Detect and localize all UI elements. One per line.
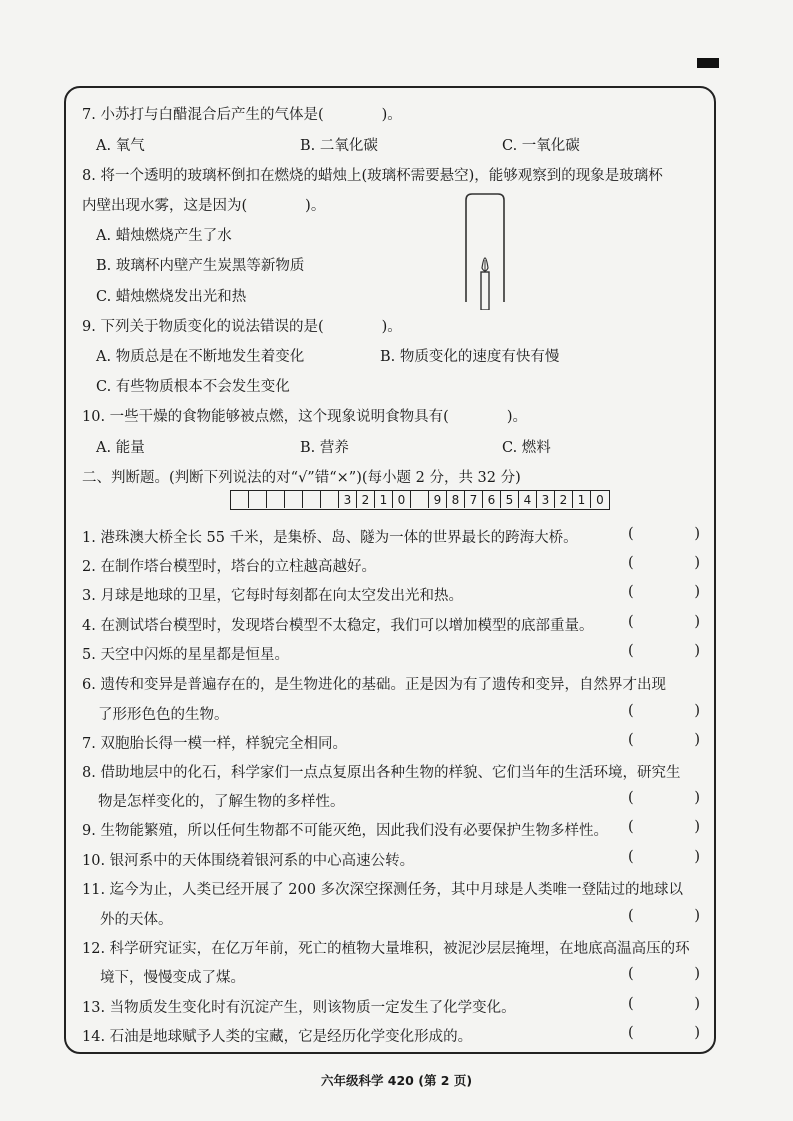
q10-option-a[interactable]: A. 能量 xyxy=(96,440,145,456)
q7-option-a[interactable]: A. 氧气 xyxy=(96,138,145,154)
question-9-stem: 9. 下列关于物质变化的说法错误的是( )。 xyxy=(82,319,402,335)
answer-blank-13[interactable]: ( ) xyxy=(628,996,700,1012)
judgment-4: 4. 在测试塔台模型时，发现塔台模型不太稳定，我们可以增加模型的底部重量。 xyxy=(82,618,594,634)
score-cell[interactable] xyxy=(249,491,267,508)
score-cell[interactable] xyxy=(267,491,285,508)
score-cell[interactable] xyxy=(285,491,303,508)
answer-blank-3[interactable]: ( ) xyxy=(628,584,700,600)
q8-option-b[interactable]: B. 玻璃杯内壁产生炭黑等新物质 xyxy=(96,258,305,274)
q10-option-b[interactable]: B. 营养 xyxy=(300,440,349,456)
answer-blank-9[interactable]: ( ) xyxy=(628,819,700,835)
score-cell[interactable] xyxy=(321,491,339,508)
q7-option-c[interactable]: C. 一氧化碳 xyxy=(502,138,580,154)
q8-option-c[interactable]: C. 蜡烛燃烧发出光和热 xyxy=(96,289,247,305)
score-cell[interactable]: 9 xyxy=(429,491,447,508)
page-corner-mark xyxy=(697,58,719,68)
judgment-6-line1: 6. 遗传和变异是普遍存在的，是生物进化的基础。正是因为有了遗传和变异，自然界才出现 xyxy=(82,677,666,693)
answer-blank-4[interactable]: ( ) xyxy=(628,614,700,630)
judgment-5: 5. 天空中闪烁的星星都是恒星。 xyxy=(82,647,289,663)
score-cell[interactable]: 2 xyxy=(555,491,573,508)
score-cell[interactable]: 3 xyxy=(537,491,555,508)
score-cell[interactable]: 1 xyxy=(573,491,591,508)
judgment-8-line1: 8. 借助地层中的化石，科学家们一点点复原出各种生物的样貌、它们当年的生活环境，研究生 xyxy=(82,765,681,781)
judgment-1: 1. 港珠澳大桥全长 55 千米，是集桥、岛、隧为一体的世界最长的跨海大桥。 xyxy=(82,530,578,546)
answer-blank-7[interactable]: ( ) xyxy=(628,732,700,748)
q10-option-c[interactable]: C. 燃料 xyxy=(502,440,551,456)
section-2-title: 二、判断题。(判断下列说法的对“√”错“×”)(每小题 2 分，共 32 分) xyxy=(82,470,521,486)
question-8-stem-line1: 8. 将一个透明的玻璃杯倒扣在燃烧的蜡烛上(玻璃杯需要悬空)，能够观察到的现象是玻璃杯 xyxy=(82,168,663,184)
answer-blank-6[interactable]: ( ) xyxy=(628,703,700,719)
score-cell[interactable]: 4 xyxy=(519,491,537,508)
judgment-10: 10. 银河系中的天体围绕着银河系的中心高速公转。 xyxy=(82,853,415,869)
answer-blank-5[interactable]: ( ) xyxy=(628,643,700,659)
judgment-7: 7. 双胞胎长得一模一样，样貌完全相同。 xyxy=(82,736,347,752)
answer-blank-1[interactable]: ( ) xyxy=(628,526,700,542)
judgment-8-line2: 物是怎样变化的，了解生物的多样性。 xyxy=(98,794,345,810)
score-cell[interactable]: 3 xyxy=(339,491,357,508)
answer-blank-2[interactable]: ( ) xyxy=(628,555,700,571)
score-cell[interactable] xyxy=(411,491,429,508)
score-cell[interactable]: 0 xyxy=(393,491,411,508)
q9-option-a[interactable]: A. 物质总是在不断地发生着变化 xyxy=(96,349,305,365)
judgment-13: 13. 当物质发生变化时有沉淀产生，则该物质一定发生了化学变化。 xyxy=(82,1000,516,1016)
judgment-12-line2: 境下，慢慢变成了煤。 xyxy=(100,970,245,986)
judgment-11-line1: 11. 迄今为止，人类已经开展了 200 多次深空探测任务，其中月球是人类唯一登陆过的地球以 xyxy=(82,882,684,898)
candle-glass-figure xyxy=(460,192,510,310)
score-cell[interactable]: 2 xyxy=(357,491,375,508)
answer-blank-14[interactable]: ( ) xyxy=(628,1025,700,1041)
score-cell[interactable]: 7 xyxy=(465,491,483,508)
page-footer: 六年级科学 420 (第 2 页) xyxy=(320,1073,473,1088)
judgment-9: 9. 生物能繁殖，所以任何生物都不可能灭绝，因此我们没有必要保护生物多样性。 xyxy=(82,823,608,839)
score-cell[interactable]: 6 xyxy=(483,491,501,508)
judgment-11-line2: 外的天体。 xyxy=(100,912,173,928)
judgment-14: 14. 石油是地球赋予人类的宝藏，它是经历化学变化形成的。 xyxy=(82,1029,473,1045)
answer-blank-11[interactable]: ( ) xyxy=(628,908,700,924)
answer-blank-12[interactable]: ( ) xyxy=(628,966,700,982)
answer-blank-8[interactable]: ( ) xyxy=(628,790,700,806)
q9-option-c[interactable]: C. 有些物质根本不会发生变化 xyxy=(96,379,290,395)
score-cell[interactable]: 5 xyxy=(501,491,519,508)
judgment-3: 3. 月球是地球的卫星，它每时每刻都在向太空发出光和热。 xyxy=(82,588,463,604)
judgment-6-line2: 了形形色色的生物。 xyxy=(98,707,229,723)
judgment-12-line1: 12. 科学研究证实，在亿万年前，死亡的植物大量堆积，被泥沙层层掩埋，在地底高温高压的环 xyxy=(82,941,690,957)
q8-option-a[interactable]: A. 蜡烛燃烧产生了水 xyxy=(96,228,232,244)
q7-option-b[interactable]: B. 二氧化碳 xyxy=(300,138,378,154)
judgment-2: 2. 在制作塔台模型时，塔台的立柱越高越好。 xyxy=(82,559,376,575)
score-cell[interactable]: 1 xyxy=(375,491,393,508)
score-cell[interactable]: 8 xyxy=(447,491,465,508)
q9-option-b[interactable]: B. 物质变化的速度有快有慢 xyxy=(380,349,560,365)
score-cell[interactable] xyxy=(231,491,249,508)
score-cell[interactable] xyxy=(303,491,321,508)
question-8-stem-line2: 内壁出现水雾，这是因为( )。 xyxy=(82,198,326,214)
answer-blank-10[interactable]: ( ) xyxy=(628,849,700,865)
question-7-stem: 7. 小苏打与白醋混合后产生的气体是( )。 xyxy=(82,107,402,123)
question-10-stem: 10. 一些干燥的食物能够被点燃，这个现象说明食物具有( )。 xyxy=(82,409,527,425)
score-cell[interactable]: 0 xyxy=(596,492,604,507)
score-bar xyxy=(230,490,610,510)
